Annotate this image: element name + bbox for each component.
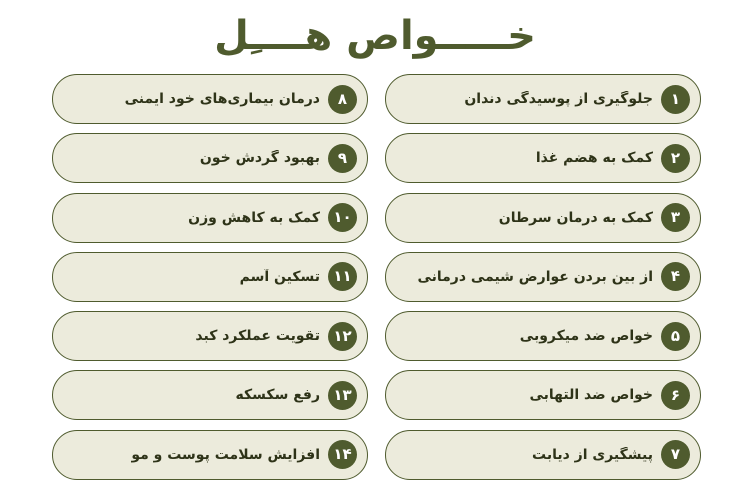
number-badge: ۱ xyxy=(661,85,690,114)
number-badge: ۳ xyxy=(661,203,690,232)
benefit-item-2 xyxy=(385,133,701,183)
benefit-item-3 xyxy=(385,193,701,243)
benefit-item-5 xyxy=(385,311,701,361)
number-badge: ۴ xyxy=(661,262,690,291)
benefit-item-6 xyxy=(385,370,701,420)
number-badge: ۲ xyxy=(661,144,690,173)
benefit-label: کمک به کاهش وزن xyxy=(188,209,320,226)
benefit-item-14 xyxy=(52,430,368,480)
benefit-label: خواص ضد التهابی xyxy=(529,387,653,404)
benefits-column-left xyxy=(52,74,368,489)
number-badge: ۷ xyxy=(661,440,690,469)
number-badge: ۸ xyxy=(328,85,357,114)
benefit-label: تقویت عملکرد کبد xyxy=(195,328,320,345)
number-badge: ۱۳ xyxy=(328,381,357,410)
benefit-item-8 xyxy=(52,74,368,124)
benefit-label: رفع سکسکه xyxy=(235,387,320,404)
number-badge: ۱۰ xyxy=(328,203,357,232)
benefit-label: تسکین آسم xyxy=(239,268,320,285)
benefit-label: جلوگیری از پوسیدگی دندان xyxy=(464,91,653,107)
benefit-item-7 xyxy=(385,430,701,480)
page-title: خـــــواص هــــِل xyxy=(214,13,536,59)
benefits-column-right xyxy=(385,74,701,489)
benefit-item-9 xyxy=(52,133,368,183)
benefit-item-10 xyxy=(52,193,368,243)
benefit-label: از بین بردن عوارض شیمی درمانی xyxy=(417,268,653,285)
benefit-label: کمک به هضم غذا xyxy=(535,150,653,167)
benefit-item-1 xyxy=(385,74,701,124)
benefit-item-13 xyxy=(52,370,368,420)
number-badge: ۱۴ xyxy=(328,440,357,469)
number-badge: ۵ xyxy=(661,322,690,351)
benefit-label: بهبود گردش خون xyxy=(199,150,320,167)
benefit-item-12 xyxy=(52,311,368,361)
benefit-label: افزایش سلامت پوست و مو xyxy=(131,446,320,463)
number-badge: ۹ xyxy=(328,144,357,173)
number-badge: ۱۱ xyxy=(328,262,357,291)
number-badge: ۶ xyxy=(661,381,690,410)
benefit-label: درمان بیماری‌های خود ایمنی xyxy=(124,91,320,107)
number-badge: ۱۲ xyxy=(328,322,357,351)
benefit-item-4 xyxy=(385,252,701,302)
benefit-label: خواص ضد میکروبی xyxy=(519,328,653,345)
benefit-item-11 xyxy=(52,252,368,302)
benefit-label: کمک به درمان سرطان xyxy=(498,209,653,226)
benefit-label: پیشگیری از دیابت xyxy=(532,446,653,463)
